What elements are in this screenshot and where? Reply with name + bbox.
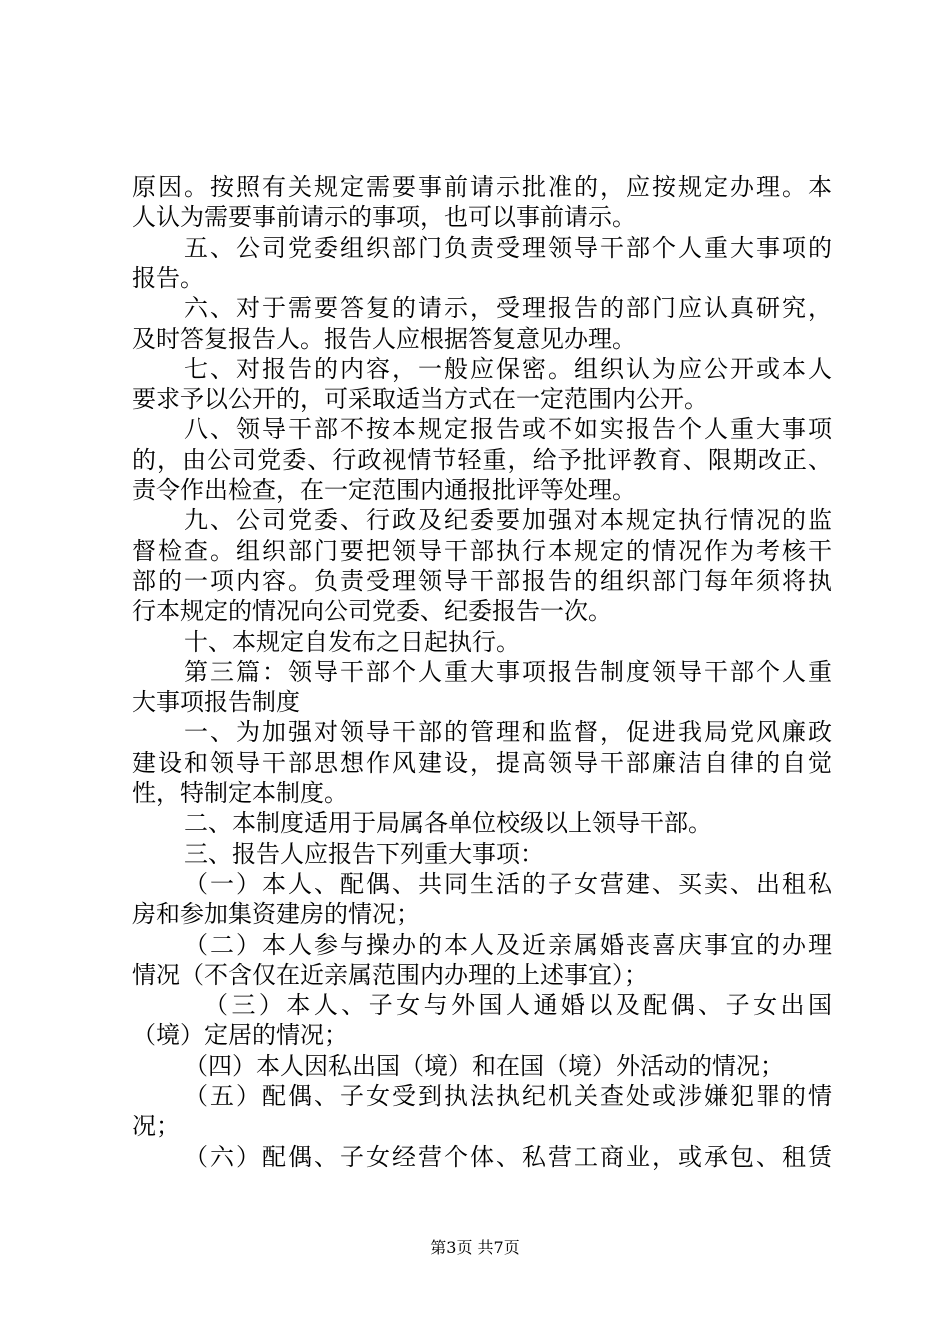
text-line: （五）配偶、子女受到执法执纪机关查处或涉嫌犯罪的情 xyxy=(184,1082,832,1110)
text-line: （三）本人、子女与外国人通婚以及配偶、子女出国 xyxy=(204,991,832,1020)
text-line: 报告。 xyxy=(132,263,204,292)
text-line: 要求予以公开的，可采取适当方式在一定范围内公开。 xyxy=(132,385,708,414)
text-line: 行本规定的情况向公司党委、纪委报告一次。 xyxy=(132,597,612,626)
text-line: 部的一项内容。负责受理领导干部报告的组织部门每年须将执 xyxy=(132,566,832,595)
text-line: 人认为需要事前请示的事项，也可以事前请示。 xyxy=(132,203,636,232)
text-line: 二、本制度适用于局属各单位校级以上领导干部。 xyxy=(184,809,712,838)
text-line: 况； xyxy=(132,1112,180,1141)
text-line: 九、公司党委、行政及纪委要加强对本规定执行情况的监 xyxy=(184,506,832,535)
text-line: 第三篇：领导干部个人重大事项报告制度领导干部个人重 xyxy=(184,657,832,686)
text-line: （一）本人、配偶、共同生活的子女营建、买卖、出租私 xyxy=(184,869,832,898)
text-line: 督检查。组织部门要把领导干部执行本规定的情况作为考核干 xyxy=(132,536,832,565)
text-line: 三、报告人应报告下列重大事项： xyxy=(184,839,544,868)
text-line: 房和参加集资建房的情况； xyxy=(132,900,420,929)
text-line: 大事项报告制度 xyxy=(132,688,300,717)
text-line: （六）配偶、子女经营个体、私营工商业，或承包、租赁 xyxy=(184,1142,832,1171)
text-line: 八、领导干部不按本规定报告或不如实报告个人重大事项 xyxy=(184,415,832,444)
text-line: 原因。按照有关规定需要事前请示批准的，应按规定办理。本 xyxy=(132,173,832,201)
text-line: 五、公司党委组织部门负责受理领导干部个人重大事项的 xyxy=(184,233,832,262)
text-line: 责令作出检查，在一定范围内通报批评等处理。 xyxy=(132,476,636,504)
text-line: 十、本规定自发布之日起执行。 xyxy=(184,627,520,656)
text-line: 六、对于需要答复的请示，受理报告的部门应认真研究， xyxy=(184,294,832,323)
text-line: 建设和领导干部思想作风建设，提高领导干部廉洁自律的自觉 xyxy=(132,748,832,777)
page-footer: 第3页 共7页 xyxy=(430,1238,520,1257)
text-line: （二）本人参与操办的本人及近亲属婚丧喜庆事宜的办理 xyxy=(184,930,832,959)
text-line: （四）本人因私出国（境）和在国（境）外活动的情况； xyxy=(184,1051,784,1080)
text-line: 的，由公司党委、行政视情节轻重，给予批评教育、限期改正、 xyxy=(132,445,832,474)
text-line: 及时答复报告人。报告人应根据答复意见办理。 xyxy=(132,324,636,353)
text-line: 一、为加强对领导干部的管理和监督，促进我局党风廉政 xyxy=(184,718,832,747)
text-line: （境）定居的情况； xyxy=(132,1021,348,1050)
text-line: 性，特制定本制度。 xyxy=(132,779,348,807)
text-line: 情况（不含仅在近亲属范围内办理的上述事宜）； xyxy=(132,960,648,989)
text-line: 七、对报告的内容，一般应保密。组织认为应公开或本人 xyxy=(184,354,832,383)
